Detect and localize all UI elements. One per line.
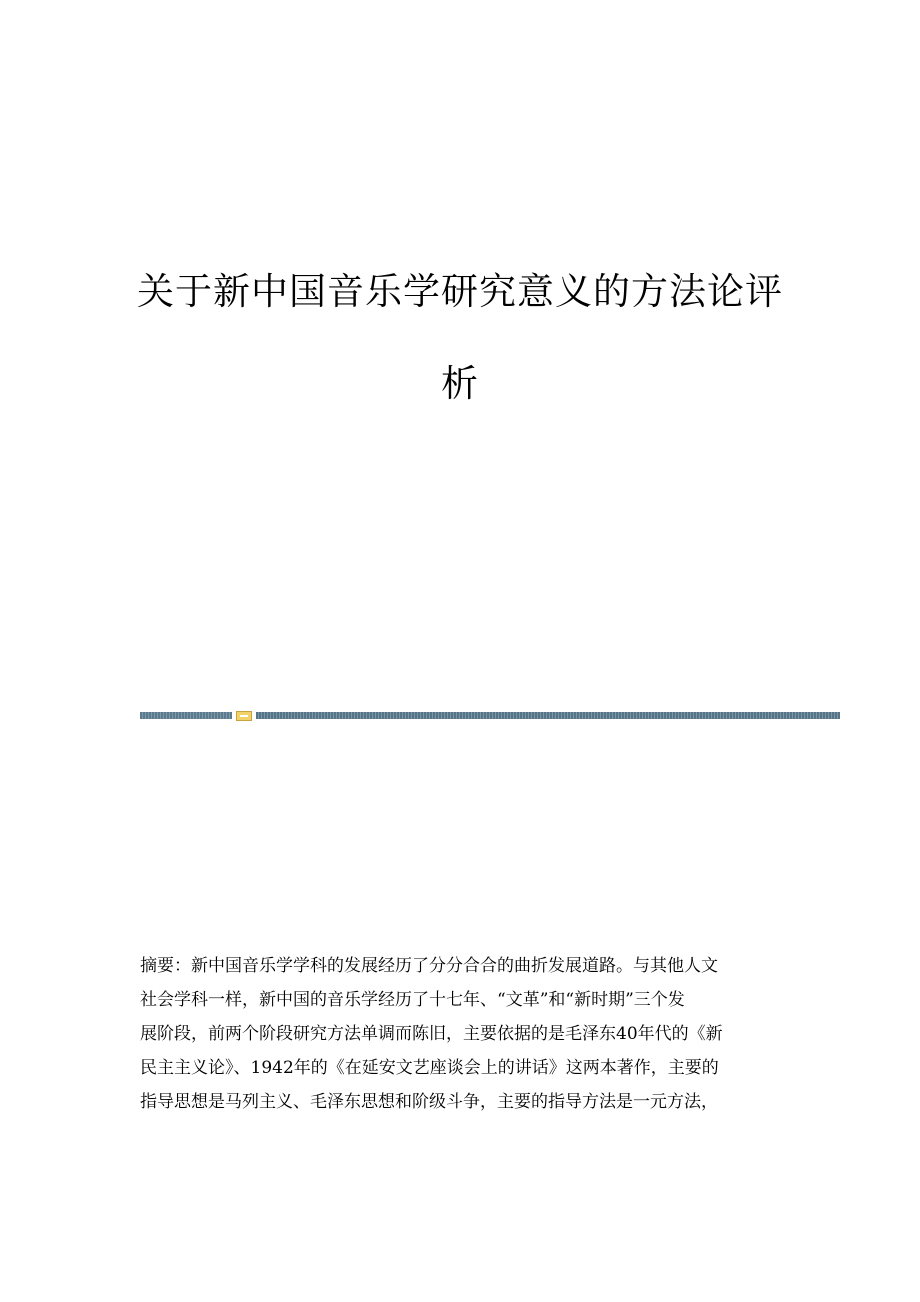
title-divider (140, 711, 840, 721)
divider-bar-left (140, 712, 232, 719)
abstract-paragraph (140, 949, 780, 1119)
document-title-line-2: 析 (441, 362, 479, 405)
abstract-line: 民主主义论》、1942年的《在延安文艺座谈会上的讲话》这两本著作，主要的 (140, 1058, 719, 1078)
document-title-line-1: 关于新中国音乐学研究意义的方法论评 (137, 270, 783, 313)
abstract-line: 社会学科一样，新中国的音乐学经历了十七年、“文革”和“新时期”三个发 (140, 990, 685, 1010)
abstract-line: 摘要：新中国音乐学学科的发展经历了分分合合的曲折发展道路。与其他人文 (140, 956, 718, 976)
divider-ornament-icon (236, 711, 252, 721)
abstract-line: 展阶段，前两个阶段研究方法单调而陈旧，主要依据的是毛泽东40年代的《新 (140, 1024, 723, 1044)
divider-bar-right (256, 712, 840, 719)
abstract-line: 指导思想是马列主义、毛泽东思想和阶级斗争，主要的指导方法是一元方法， (140, 1092, 718, 1112)
